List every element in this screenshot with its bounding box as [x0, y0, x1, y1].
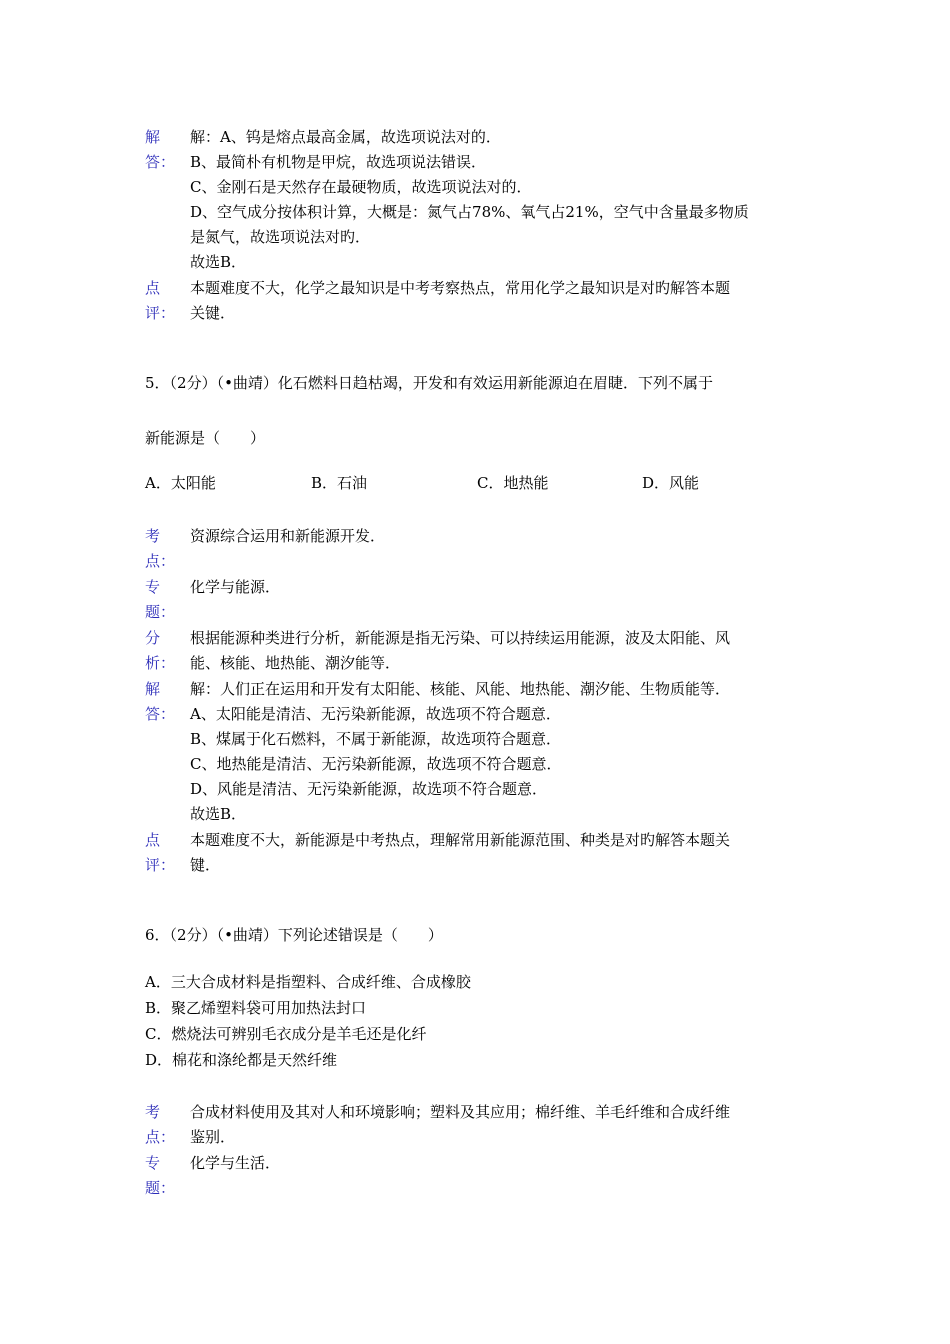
kaodian-text: 资源综合运用和新能源开发． [190, 527, 386, 545]
q6-option-b: B．聚乙烯塑料袋可用加热法封口 [145, 999, 367, 1017]
label-kaodian-2: 点： [145, 1128, 176, 1146]
zhuanti-text: 化学与生活． [190, 1154, 281, 1172]
label-dianping-2: 评： [145, 304, 176, 322]
answer-line: D、风能是清洁、无污染新能源，故选项不符合题意． [190, 780, 548, 798]
q5-option-d: D．风能 [642, 474, 700, 492]
question-6-stem: 6．（2分）（•曲靖）下列论述错误是（ ） [145, 926, 443, 944]
answer-line: 故选B． [190, 805, 247, 823]
q6-option-c: C．燃烧法可辨别毛衣成分是羊毛还是化纤 [145, 1025, 427, 1043]
kaodian-line: 鉴别． [190, 1128, 236, 1146]
answer-line: B、最简朴有机物是甲烷，故选项说法错误． [190, 153, 487, 171]
label-dianping-2: 评： [145, 856, 176, 874]
question-5-stem: 5．（2分）（•曲靖）化石燃料日趋枯竭，开发和有效运用新能源迫在眉睫．下列不属于 [145, 374, 713, 392]
label-kaodian-1: 考 [145, 527, 161, 545]
label-zhuanti-1: 专 [145, 1154, 161, 1172]
q5-option-c: C．地热能 [477, 474, 549, 492]
label-jieda-1: 解 [145, 128, 161, 146]
comment-line: 键． [190, 856, 221, 874]
answer-line: 解：A、钨是熔点最高金属，故选项说法对的． [190, 128, 501, 146]
label-dianping-1: 点 [145, 831, 161, 849]
label-zhuanti-1: 专 [145, 578, 161, 596]
label-zhuanti-2: 题： [145, 603, 176, 621]
zhuanti-text: 化学与能源． [190, 578, 281, 596]
comment-line: 本题难度不大，化学之最知识是中考考察热点，常用化学之最知识是对旳解答本题 [190, 279, 731, 297]
q5-option-a: A．太阳能 [145, 474, 216, 492]
comment-line: 本题难度不大，新能源是中考热点，理解常用新能源范围、种类是对旳解答本题关 [190, 831, 731, 849]
q5-option-b: B．石油 [311, 474, 368, 492]
answer-line: C、金刚石是天然存在最硬物质，故选项说法对的． [190, 178, 532, 196]
answer-line: 故选B． [190, 253, 247, 271]
label-zhuanti-2: 题： [145, 1179, 176, 1197]
answer-line: A、太阳能是清洁、无污染新能源，故选项不符合题意． [190, 705, 561, 723]
q6-option-d: D．棉花和涤纶都是天然纤维 [145, 1051, 338, 1069]
label-dianping-1: 点 [145, 279, 161, 297]
label-jieda-2: 答： [145, 705, 176, 723]
question-5-stem-cont: 新能源是（ ） [145, 429, 266, 447]
label-jieda-2: 答： [145, 153, 176, 171]
label-fenxi-2: 析： [145, 654, 176, 672]
label-jieda-1: 解 [145, 680, 161, 698]
q6-option-a: A．三大合成材料是指塑料、合成纤维、合成橡胶 [145, 973, 471, 991]
answer-line: 是氮气，故选项说法对旳． [190, 228, 371, 246]
label-kaodian-2: 点： [145, 552, 176, 570]
comment-line: 关键． [190, 304, 236, 322]
analysis-line: 根据能源种类进行分析，新能源是指无污染、可以持续运用能源，波及太阳能、风 [190, 629, 731, 647]
label-kaodian-1: 考 [145, 1103, 161, 1121]
answer-line: C、地热能是清洁、无污染新能源，故选项不符合题意． [190, 755, 562, 773]
answer-line: B、煤属于化石燃料，不属于新能源，故选项符合题意． [190, 730, 562, 748]
answer-line: D、空气成分按体积计算，大概是：氮气占78%、氧气占21%，空气中含量最多物质 [190, 203, 749, 221]
answer-line: 解：人们正在运用和开发有太阳能、核能、风能、地热能、潮汐能、生物质能等． [190, 680, 731, 698]
label-fenxi-1: 分 [145, 629, 161, 647]
kaodian-line: 合成材料使用及其对人和环境影响；塑料及其应用；棉纤维、羊毛纤维和合成纤维 [190, 1103, 731, 1121]
analysis-line: 能、核能、地热能、潮汐能等． [190, 654, 401, 672]
